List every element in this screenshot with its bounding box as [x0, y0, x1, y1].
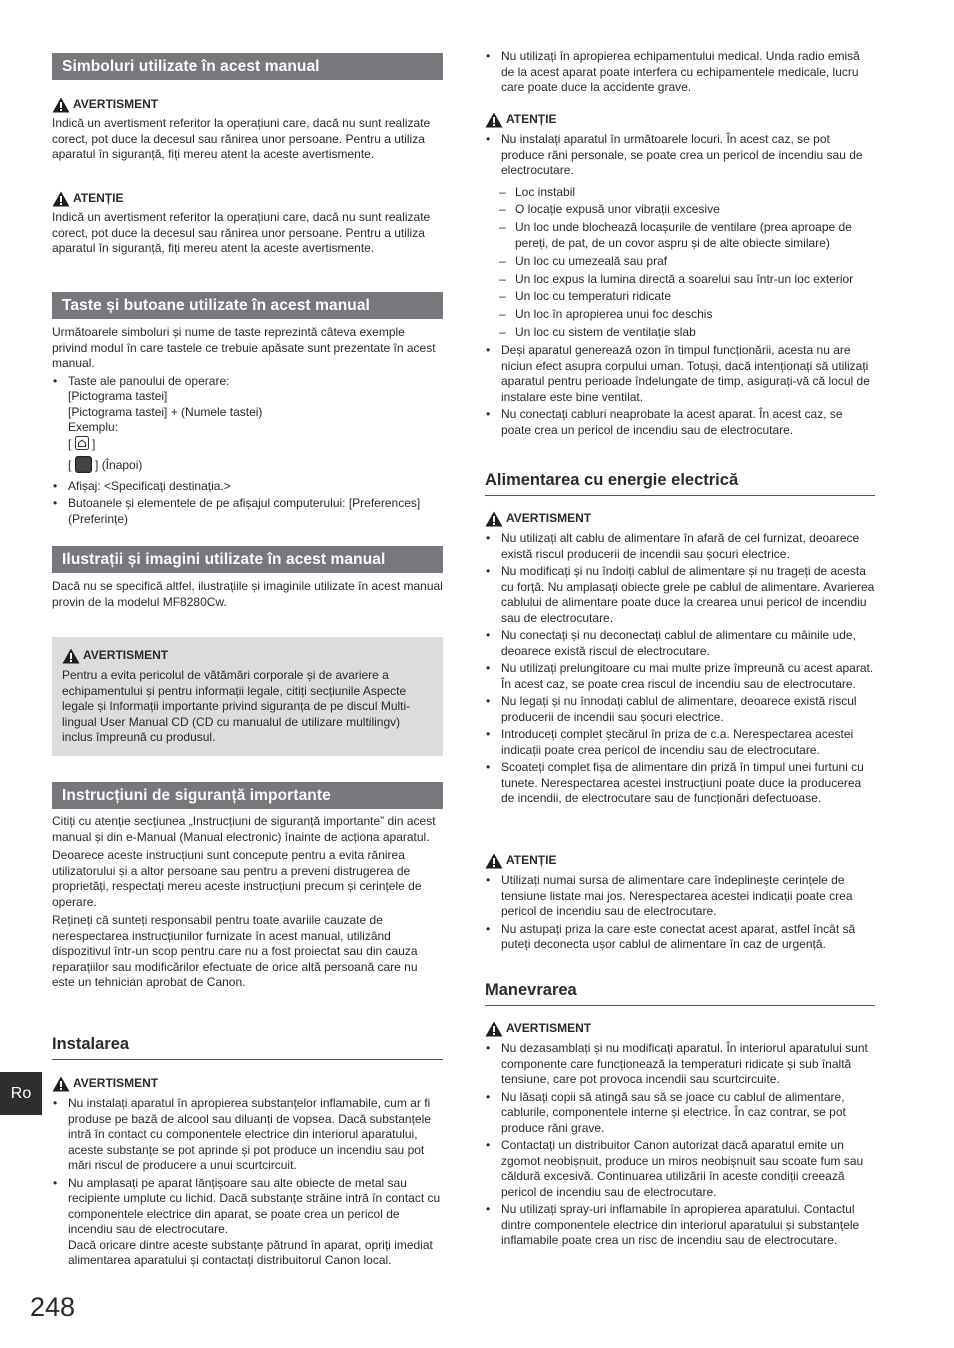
install-block — [52, 1076, 443, 1269]
language-tab: Ro — [0, 1072, 42, 1115]
list-item: • Deși aparatul generează ozon în timpul funcționării, acesta nu are niciun efect asupra corpului uman. Totuși, dacă intenționați să utilizați aparatul pentru perioade îndelungate de timp, asigurați-vă că locul de instalare este bine ventilat. — [485, 343, 875, 405]
power-caution-block — [485, 853, 875, 953]
list-item: – Un loc cu sistem de ventilație slab — [485, 325, 875, 341]
handling-block — [485, 1021, 875, 1249]
safety-paragraph-2: Deoarece aceste instrucțiuni sunt concepute pentru a evita rănirea utilizatorului și a altor persoane sau pentru a preveni distrugerea de proprietăți, respectați mereu aceste instrucțiuni precum și cerințele de operare. — [52, 848, 422, 909]
list-item: • Nu conectați cabluri neaprobate la acest aparat. În acest caz, se poate crea un pericol de incendiu sau de electrocutare. — [485, 407, 875, 438]
list-item: • Taste ale panoului de operare: [Pictograma tastei] [Pictograma tastei] + (Numele tastei) Exemplu: [ ] [ ] (Înapoi) — [52, 374, 443, 477]
list-item: – Un loc în apropierea unui foc deschis — [485, 307, 875, 323]
warning-triangle-icon — [485, 1021, 503, 1037]
handling-warning-heading: AVERTISMENT — [485, 1021, 875, 1037]
home-key-icon — [75, 436, 89, 450]
illustrations-text: Dacă nu se specifică altfel, ilustrațiile și imaginile utilizate în acest manual provin de la modelul MF8280Cw. — [52, 579, 443, 609]
example-home-key: [ ] — [68, 436, 96, 451]
keys-intro: Următoarele simboluri și nume de taste reprezintă câteva exemple privind modul în care tastele ce trebuie apăsate sunt prezentate în acest manual. — [52, 325, 436, 370]
safety-paragraph-3: Rețineți că sunteți responsabil pentru toate avariile cauzate de nerespectarea instrucțiunilor furnizate în acest manual, utilizând dispozitivul într-un scop pentru care nu a fost proiectat sau din cauza reparațiilor sau modificărilor efectuate de orice altă persoană care nu este un tehnician aprobat de Canon. — [52, 913, 418, 989]
warning-note-box — [52, 637, 443, 756]
power-caution-list — [485, 873, 875, 953]
back-key-icon — [75, 456, 92, 473]
heading-install: Instalarea — [52, 1037, 443, 1060]
list-item: – Un loc cu temperaturi ridicate — [485, 289, 875, 305]
symbols-caution-block — [52, 191, 443, 257]
list-item: – Un loc unde blochează locașurile de ventilare (prea aproape de pereți, de pat, de un covor aspru și de alte obiecte similare) — [485, 220, 875, 251]
list-item: • Nu instalați aparatul în apropierea substanțelor inflamabile, cum ar fi produse pe bază de alcool sau diluanți de vopsea. Dacă substanțele intră în contact cu componentele electrice din interiorul aparatului, aceste substanțe se pot aprinde și pot produce un incendiu sau pot mări riscul de producere a unui scurtcircuit. — [52, 1096, 443, 1174]
section-bar-symbols: Simboluri utilizate în acest manual — [52, 53, 443, 80]
list-item: • Nu instalați aparatul în următoarele locuri. În acest caz, se pot produce răni personale, se poate crea un pericol de incendiu sau de electrocutare. — [485, 132, 875, 179]
list-item: • Contactați un distribuitor Canon autorizat dacă aparatul emite un zgomot neobișnuit, produce un miros neobișnuit sau scoate fum sau căldură excesivă. Continuarea utilizării în aceste condiții creează pericol de incendiu sau de electrocutare. — [485, 1138, 875, 1200]
list-item: • Scoateți complet fișa de alimentare din priză în timpul unei furtuni cu tunete. Nerespectarea acestei instrucțiuni poate duce la producerea de incendii, de electrocutare sau de funcționări defectuoase. — [485, 760, 875, 807]
list-item: • Nu conectați și nu deconectați cablul de alimentare cu mâinile ude, deoarece există riscul de electrocutare. — [485, 628, 875, 659]
list-item: • Introduceți complet ștecărul în priza de c.a. Nerespectarea acestei indicații poate crea pericol de incendiu sau de electrocutare. — [485, 727, 875, 758]
list-item: • Nu modificați și nu îndoiți cablul de alimentare și nu trageți de acesta cu forță. Nu amplasați obiecte grele pe cablul de alimentare. Avarierea cablului de alimentare poate duce la crearea unui pericol de incendiu sau de electrocutare. — [485, 564, 875, 626]
list-item: – Un loc cu umezeală sau praf — [485, 254, 875, 270]
install-caution-block — [485, 112, 875, 438]
safety-paragraph-1: Citiți cu atenție secțiunea „Instrucțiuni de siguranță importante” din acest manual și din e-Manual (Manual electronic) înainte de acționa aparatul. — [52, 814, 436, 844]
list-item: • Nu utilizați alt cablu de alimentare în afară de cel furnizat, deoarece există riscul producerii de incendii sau șocuri electrice. — [485, 531, 875, 562]
warning-triangle-icon — [62, 648, 80, 664]
symbols-warning-block — [52, 97, 443, 163]
caution-triangle-icon — [485, 112, 503, 128]
section-bar-illustrations: Ilustrații și imagini utilizate în acest manual — [52, 546, 443, 573]
medical-list — [485, 49, 875, 96]
warning-triangle-icon — [485, 511, 503, 527]
warning-triangle-icon — [52, 97, 70, 113]
list-item: • Nu dezasamblați și nu modificați aparatul. În interiorul aparatului sunt componente care funcționează la temperaturi ridicate și sub înaltă tensiune, care pot provoca incendii sau scurtcircuite. — [485, 1041, 875, 1088]
caution-triangle-icon — [52, 191, 70, 207]
caution-triangle-icon — [485, 853, 503, 869]
list-item: • Nu utilizați în apropierea echipamentului medical. Unda radio emisă de la acest aparat poate interfera cu echipamentele medicale, lucru care poate duce la accidente grave. — [485, 49, 875, 96]
install-warning-heading: AVERTISMENT — [52, 1076, 443, 1092]
list-item: • Nu amplasați pe aparat lănțișoare sau alte obiecte de metal sau recipiente umplute cu lichid. Dacă substanțe străine intră în contact cu componentele electrice din aparat, se poate crea un pericol de incendiu sau de electrocutare. Dacă oricare dintre aceste substanțe pătrund în aparat, opriți imediat alimentarea aparatului și contactați distribuitorul Canon local. — [52, 1176, 443, 1269]
power-warning-list — [485, 531, 875, 807]
section-bar-keys: Taste și butoane utilizate în acest manual — [52, 292, 443, 319]
warning-description: Indică un avertisment referitor la operațiuni care, dacă nu sunt realizate corect, pot duce la decesul sau rănirea unor persoane. Pentru a utiliza aparatul în siguranță, fiți mereu atent la aceste avertismente. — [52, 116, 431, 161]
warning-triangle-icon — [52, 1076, 70, 1092]
list-item: – Loc instabil — [485, 185, 875, 201]
handling-list — [485, 1041, 875, 1249]
caution-more-list — [485, 343, 875, 438]
caution-heading: ATENȚIE — [52, 191, 443, 207]
safety-block — [52, 814, 443, 991]
list-item: • Nu astupați priza la care este conectat acest aparat, astfel încât să puteți deconecta ușor cablul de alimentare în caz de urgență. — [485, 922, 875, 953]
caution-list — [485, 132, 875, 179]
power-caution-heading: ATENȚIE — [485, 853, 875, 869]
power-warning-heading: AVERTISMENT — [485, 511, 875, 527]
list-item: • Utilizați numai sursa de alimentare care îndeplinește cerințele de tensiune listate mai jos. Nerespectarea acestei indicații poate crea pericol de incendiu sau de electrocutare. — [485, 873, 875, 920]
note-warning-heading: AVERTISMENT — [62, 648, 433, 664]
install-list — [52, 1096, 443, 1269]
power-block — [485, 511, 875, 807]
list-item: • Nu legați și nu înnodați cablul de alimentare, deoarece există riscul producerii de incendii sau șocuri electrice. — [485, 694, 875, 725]
heading-power: Alimentarea cu energie electrică — [485, 473, 875, 496]
heading-handling: Manevrarea — [485, 983, 875, 1006]
note-text: Pentru a evita pericolul de vătămări corporale și de avariere a echipamentului și pentru informații legale, citiți secțiunile Aspecte legale și Informații importante privind siguranța de pe discul Multi-lingual User Manual CD (CD cu manualul de utilizare multilingv) inclus împreună cu produsul. — [62, 668, 411, 744]
section-bar-safety: Instrucțiuni de siguranță importante — [52, 782, 443, 809]
places-list — [485, 185, 875, 341]
list-item: • Nu utilizați spray-uri inflamabile în apropierea aparatului. Contactul dintre componentele electrice din interiorul aparatului și substanțele inflamabile poate crea un risc de incendiu sau de electrocutare. — [485, 1202, 875, 1249]
list-item: • Nu utilizați prelungitoare cu mai multe prize împreună cu acest aparat. În acest caz, se poate crea riscul de incendiu sau de electrocutare. — [485, 661, 875, 692]
caution-description: Indică un avertisment referitor la operațiuni care, dacă nu sunt realizate corect, pot duce la decesul sau rănirea unor persoane. Pentru a utiliza aparatul în siguranță, fiți mereu atent la aceste avertismente. — [52, 210, 431, 255]
warning-heading: AVERTISMENT — [52, 97, 443, 113]
list-item: • Afișaj: <Specificați destinația.> — [52, 479, 443, 495]
example-back-key: [ ] (Înapoi) — [68, 457, 143, 472]
page-number: 248 — [30, 1292, 76, 1322]
caution-heading: ATENȚIE — [485, 112, 875, 128]
list-item: – O locație expusă unor vibrații excesive — [485, 202, 875, 218]
list-item: – Un loc expus la lumina directă a soarelui sau într-un loc exterior — [485, 272, 875, 288]
keys-block — [52, 325, 443, 527]
list-item: • Nu lăsați copii să atingă sau să se joace cu cablul de alimentare, cablurile, componentele interne și electrice. În caz contrar, se pot produce răni grave. — [485, 1090, 875, 1137]
keys-list — [52, 374, 443, 528]
list-item: • Butoanele și elementele de pe afișajul computerului: [Preferences] (Preferințe) — [52, 496, 443, 527]
